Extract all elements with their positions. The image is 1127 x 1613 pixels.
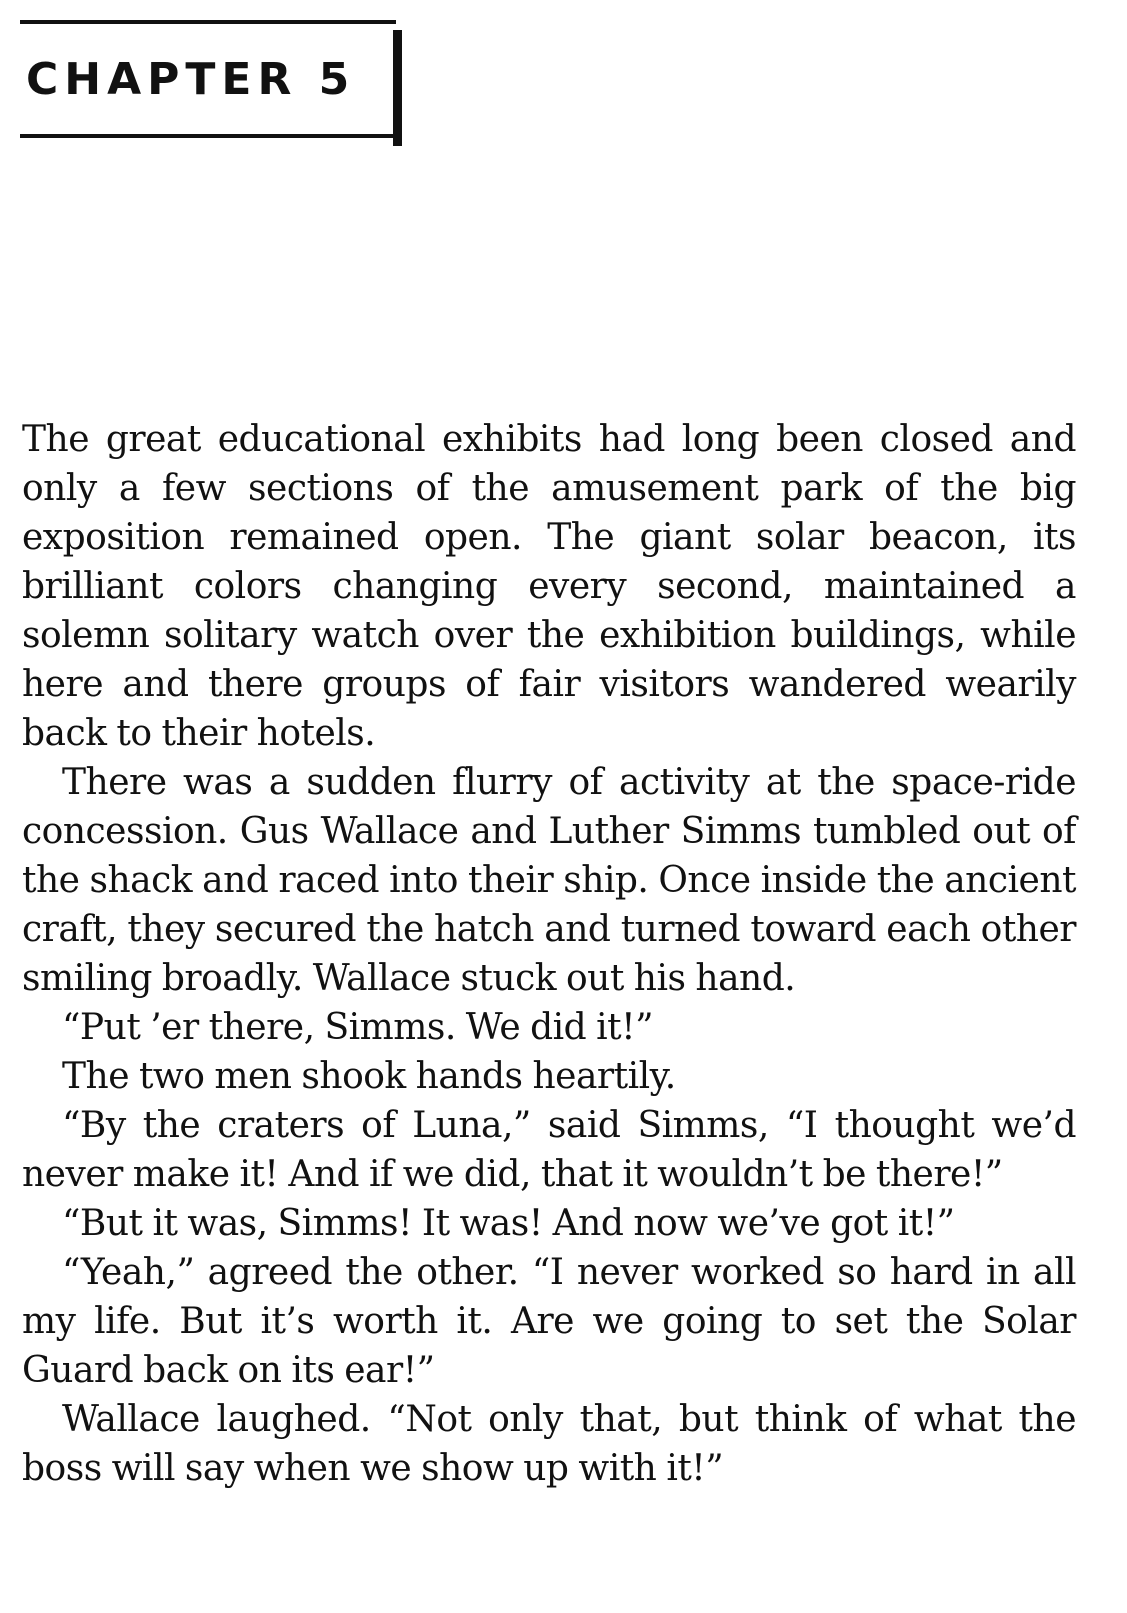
paragraph: The great educational exhibits had long been closed and only a few sections of the amusement park of the big exposition remained open. The giant solar beacon, its brilliant colors changing every second, maintained a solemn solitary watch over the exhibition buildings, while here and there groups of fair visitors wandered wearily back to their hotels. [22, 419, 1076, 754]
paragraph: The two men shook hands heartily. [62, 1056, 676, 1097]
chapter-heading-box [20, 20, 396, 138]
chapter-body [22, 415, 1076, 1493]
paragraph: “By the craters of Luna,” said Simms, “I thought we’d never make it! And if we did, that it wouldn’t be there!” [22, 1105, 1076, 1195]
paragraph: “But it was, Simms! It was! And now we’ve got it!” [62, 1203, 955, 1244]
chapter-title: CHAPTER 5 [26, 54, 356, 105]
paragraph: There was a sudden flurry of activity at the space-ride concession. Gus Wallace and Luther Simms tumbled out of the shack and raced into their ship. Once inside the ancient craft, they secured the hatch and turned toward each other smiling broadly. Wallace stuck out his hand. [22, 762, 1076, 999]
paragraph: “Yeah,” agreed the other. “I never worked so hard in all my life. But it’s worth it. Are we going to set the Solar Guard back on its ear!” [22, 1252, 1076, 1391]
paragraph: Wallace laughed. “Not only that, but think of what the boss will say when we show up with it!” [22, 1399, 1076, 1489]
paragraph: “Put ’er there, Simms. We did it!” [62, 1007, 654, 1048]
